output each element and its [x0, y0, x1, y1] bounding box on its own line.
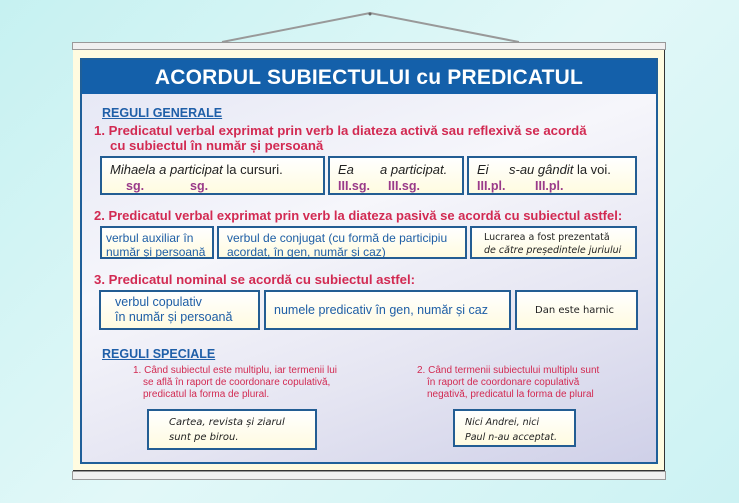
- example-line: Cartea, revista și ziarul: [169, 417, 285, 428]
- rule-1-example-1: [100, 156, 325, 195]
- special-rule-1-text: [133, 365, 337, 401]
- example-subject: Ei: [477, 162, 489, 177]
- rule-2-text: 2. Predicatul verbal exprimat prin verb la diateza pasivă se acordă cu subiectul astfel:: [94, 208, 623, 223]
- example-line: de către președintele juriului: [484, 245, 622, 256]
- predicate-tag: III.sg.: [388, 179, 420, 193]
- bottom-rod: [72, 471, 666, 480]
- rule-3-predicative-box: [264, 290, 511, 330]
- rule-3-copulative-box: [99, 290, 260, 330]
- rule-3-text: 3. Predicatul nominal se acordă cu subiectul astfel:: [94, 272, 415, 287]
- predicate-tag: sg.: [190, 179, 209, 193]
- box-line: acordat, în gen, număr și caz): [227, 245, 386, 259]
- example-line: Nici Andrei, nici: [465, 417, 540, 428]
- special-rules-heading: REGULI SPECIALE: [102, 347, 216, 361]
- subject-tag: III.pl.: [477, 179, 506, 193]
- special-rule-line: 1. Când subiectul este multiplu, iar termenii lui: [133, 365, 337, 376]
- rule-1-text: [94, 123, 587, 153]
- box-line: verbul de conjugat (cu formă de participiu: [227, 231, 448, 245]
- box-line: număr și persoană: [106, 245, 206, 259]
- box-line: verbul auxiliar în: [106, 231, 194, 245]
- general-rules-heading: REGULI GENERALE: [102, 106, 223, 120]
- box-line: numele predicativ în gen, număr și caz: [274, 303, 488, 317]
- rule-1-example-3: [467, 156, 637, 195]
- special-rule-2-text: [417, 365, 599, 401]
- example-subject: Mihaela: [110, 162, 156, 177]
- rule-2-example-box: [470, 226, 637, 259]
- box-line: verbul copulativ: [115, 295, 202, 309]
- special-rule-line: în raport de coordonare copulativă: [427, 377, 580, 388]
- example-line: Dan este harnic: [535, 305, 614, 316]
- poster-title: ACORDUL SUBIECTULUI cu PREDICATUL: [82, 60, 656, 94]
- example-line: Lucrarea a fost prezentată: [484, 232, 610, 243]
- example-rest: la cursuri.: [226, 162, 283, 177]
- rule-1-line-2: cu subiectul în număr și persoană: [110, 138, 324, 153]
- special-rule-line: negativă, predicatul la forma de plural: [427, 389, 594, 400]
- example-predicate: a participat.: [380, 162, 448, 177]
- special-rule-1-example-box: [147, 409, 317, 450]
- example-line: Paul n-au acceptat.: [465, 432, 557, 443]
- example-sentence: [110, 162, 283, 177]
- example-predicate: a participat: [159, 162, 223, 177]
- rule-3-example-box: [515, 290, 638, 330]
- rule-1-example-2: [328, 156, 464, 195]
- special-rule-line: se află în raport de coordonare copulativă,: [143, 377, 331, 388]
- subject-tag: III.sg.: [338, 179, 370, 193]
- box-line: în număr și persoană: [115, 310, 233, 324]
- rule-1-line-1: 1. Predicatul verbal exprimat prin verb la diateza activă sau reflexivă se acordă: [94, 123, 587, 138]
- predicate-tag: III.pl.: [535, 179, 564, 193]
- example-rest: la voi.: [576, 162, 611, 177]
- example-line: sunt pe birou.: [169, 432, 239, 443]
- example-predicate: s-au gândit: [509, 162, 574, 177]
- poster-frame: [80, 58, 658, 464]
- special-rule-2-example-box: [453, 409, 576, 447]
- special-rule-line: 2. Când termenii subiectului multiplu sunt: [417, 365, 600, 376]
- special-rule-line: predicatul la forma de plural.: [143, 389, 270, 400]
- top-rod: [72, 42, 666, 50]
- subject-tag: sg.: [126, 179, 145, 193]
- rule-2-auxiliary-box: [100, 226, 214, 259]
- example-subject: Ea: [338, 162, 354, 177]
- rule-2-participle-box: [217, 226, 467, 259]
- hanger-string: [0, 0, 739, 45]
